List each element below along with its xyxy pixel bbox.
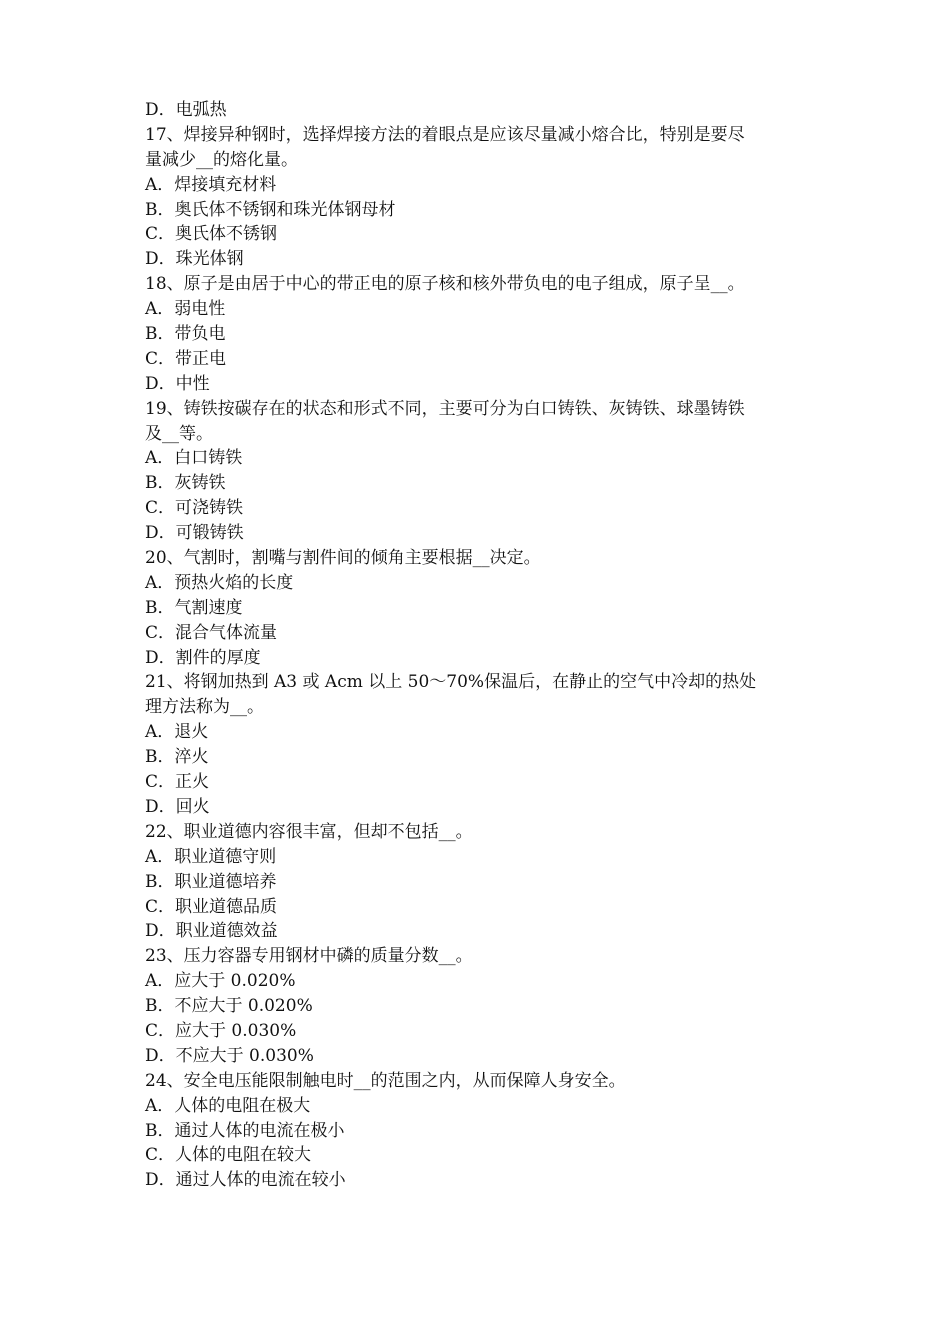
option-line: D．可锻铸铁	[145, 523, 244, 544]
question-line: 24、安全电压能限制触电时__的范围之内，从而保障人身安全。	[145, 1070, 626, 1091]
option-line: D．中性	[145, 373, 210, 394]
question-line: 23、压力容器专用钢材中磷的质量分数__。	[145, 946, 473, 967]
option-line: B．淬火	[145, 747, 209, 768]
question-line: 20、气割时，割嘴与割件间的倾角主要根据__决定。	[145, 548, 541, 569]
question-line: 18、原子是由居于中心的带正电的原子核和核外带负电的电子组成，原子呈__。	[145, 274, 745, 295]
option-line: B．职业道德培养	[145, 871, 277, 892]
question-line: 22、职业道德内容很丰富，但却不包括__。	[145, 821, 473, 842]
option-line: D．珠光体钢	[145, 249, 244, 270]
option-line: A．预热火焰的长度	[145, 572, 294, 593]
option-line: D．电弧热	[145, 100, 227, 120]
question-line: 19、铸铁按碳存在的状态和形式不同，主要可分为白口铸铁、灰铸铁、球墨铸铁	[145, 398, 745, 419]
option-line: D．职业道德效益	[145, 921, 278, 942]
option-line: C．可浇铸铁	[145, 498, 244, 519]
question-line: 及__等。	[145, 423, 213, 444]
option-line: C．混合气体流量	[145, 622, 278, 643]
option-line: A．弱电性	[145, 299, 226, 320]
option-line: A．应大于 0.020%	[145, 971, 296, 992]
option-line: C．应大于 0.030%	[145, 1020, 297, 1041]
option-line: A．焊接填充材料	[145, 174, 277, 195]
question-line: 21、将钢加热到 A3 或 Acm 以上 50～70%保温后，在静止的空气中冷却的热处	[145, 672, 757, 693]
option-line: D．割件的厚度	[145, 647, 261, 668]
option-line: C．正火	[145, 772, 210, 793]
option-line: D．不应大于 0.030%	[145, 1045, 314, 1066]
option-line: B．气割速度	[145, 597, 243, 618]
option-line: A．人体的电阻在极大	[145, 1095, 311, 1116]
option-line: D．通过人体的电流在较小	[145, 1170, 346, 1191]
option-line: B．带负电	[145, 324, 226, 345]
option-line: A．职业道德守则	[145, 846, 277, 867]
option-line: A．白口铸铁	[145, 448, 243, 469]
option-line: B．不应大于 0.020%	[145, 996, 313, 1017]
option-line: C．人体的电阻在较大	[145, 1145, 312, 1166]
option-line: C．奥氏体不锈钢	[145, 224, 278, 245]
question-line: 理方法称为__。	[145, 697, 264, 718]
option-line: D．回火	[145, 796, 210, 817]
option-line: B．通过人体的电流在极小	[145, 1120, 345, 1141]
option-line: C．带正电	[145, 348, 227, 369]
document-body	[145, 98, 825, 1193]
option-line: C．职业道德品质	[145, 896, 278, 917]
question-line: 量减少__的熔化量。	[145, 149, 298, 170]
option-line: A．退火	[145, 722, 209, 743]
question-line: 17、焊接异种钢时，选择焊接方法的着眼点是应该尽量减小熔合比，特别是要尽	[145, 124, 745, 145]
option-line: B．奥氏体不锈钢和珠光体钢母材	[145, 199, 396, 220]
option-line: B．灰铸铁	[145, 473, 226, 494]
